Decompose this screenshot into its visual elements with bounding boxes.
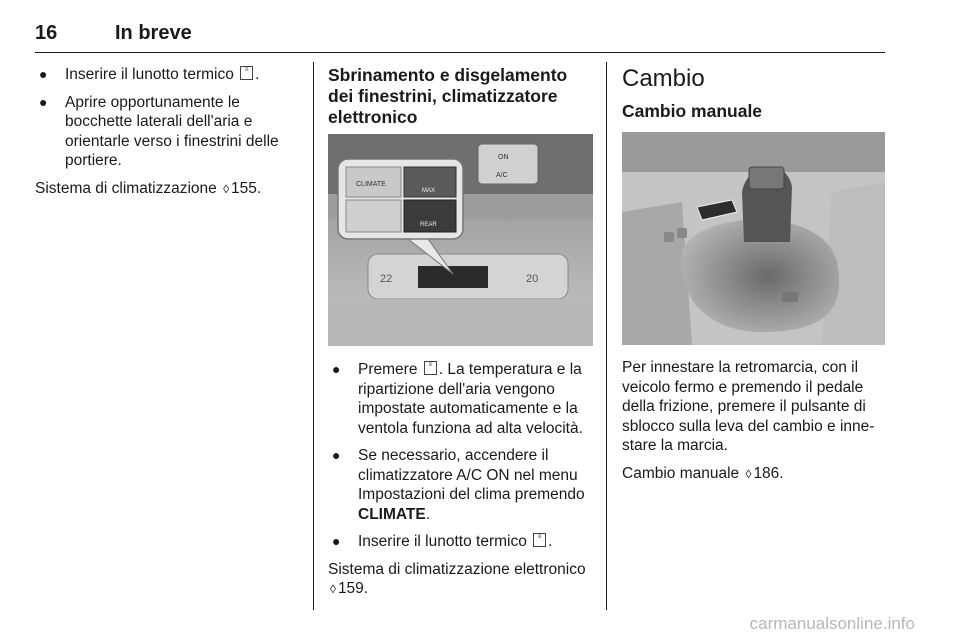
column-3-body — [622, 358, 890, 492]
page-ref-icon: ◊ — [330, 582, 336, 596]
page-number: 16 — [35, 22, 58, 44]
cross-reference[interactable]: Cambio manuale ◊ 186. — [622, 464, 890, 485]
cross-reference[interactable]: Sistema di climatizzazione elettronico ◊ 159. — [328, 560, 598, 600]
page-header — [35, 22, 885, 53]
column-2 — [328, 65, 593, 142]
rear-defrost-icon: ≡ — [533, 533, 546, 547]
section-heading: Cambio manuale — [622, 101, 763, 121]
running-title: In breve — [115, 22, 192, 44]
bullet-icon: ● — [39, 93, 48, 110]
bullet-icon: ● — [332, 533, 341, 549]
bullet-icon: ● — [332, 447, 341, 463]
list-item: ● Inserire il lunotto termico ≡ . — [39, 66, 260, 83]
rear-label: REAR — [420, 222, 437, 228]
list-item: ● Inserire il lunotto termico ≡ . — [332, 533, 553, 550]
on-label: ON — [498, 154, 509, 161]
max-label: MAX — [422, 188, 436, 194]
column-1 — [35, 65, 297, 207]
page-ref-icon: ◊ — [745, 466, 752, 481]
chapter-heading: Cambio — [622, 65, 705, 92]
bullet-icon: ● — [39, 66, 48, 82]
watermark: carmanualsonline.info — [749, 614, 915, 633]
cross-reference[interactable]: Sistema di climatizzazione ◊ 155. — [35, 179, 297, 200]
temp-left-label: 22 — [380, 273, 393, 285]
page-ref-icon: ◊ — [223, 181, 230, 196]
temp-right-label: 20 — [526, 273, 539, 285]
body-paragraph: Per innestare la retromarcia, con il veicolo fermo e premendo il pedale della frizione, premere il pulsante di sblocco sulla leva del cambio e inne-stare la marcia. — [622, 359, 875, 454]
list-item: ● Se necessario, accendere il climatizzatore A/C ON nel menu Impostazioni del clima premendo CLIMATE. — [332, 447, 585, 523]
list-item: ● Aprire opportunamente le bocchette laterali dell'aria e orientarle verso i finestrini delle portiere. — [39, 93, 279, 169]
rear-defrost-icon: ≡ — [240, 66, 253, 80]
climate-keyword: CLIMATE — [358, 505, 426, 523]
ac-label: A/C — [496, 172, 508, 179]
climate-label: CLIMATE — [356, 181, 386, 188]
list-item: ● Premere ≡ . La temperatura e la ripartizione dell'aria vengono impostate automaticamente e la ventola funziona ad alta velocità. — [332, 361, 583, 437]
max-defrost-icon: ≡ — [424, 361, 437, 375]
column-divider-1 — [313, 62, 314, 610]
gear-lever-figure — [622, 132, 885, 345]
section-heading: Sbrinamento e disgelamento dei finestrini, climatizzatore elettronico — [328, 65, 568, 127]
column-3 — [622, 65, 887, 130]
climate-control-figure — [328, 134, 593, 346]
bullet-icon: ● — [332, 361, 341, 377]
column-2-body — [328, 360, 598, 608]
column-divider-2 — [606, 62, 607, 610]
